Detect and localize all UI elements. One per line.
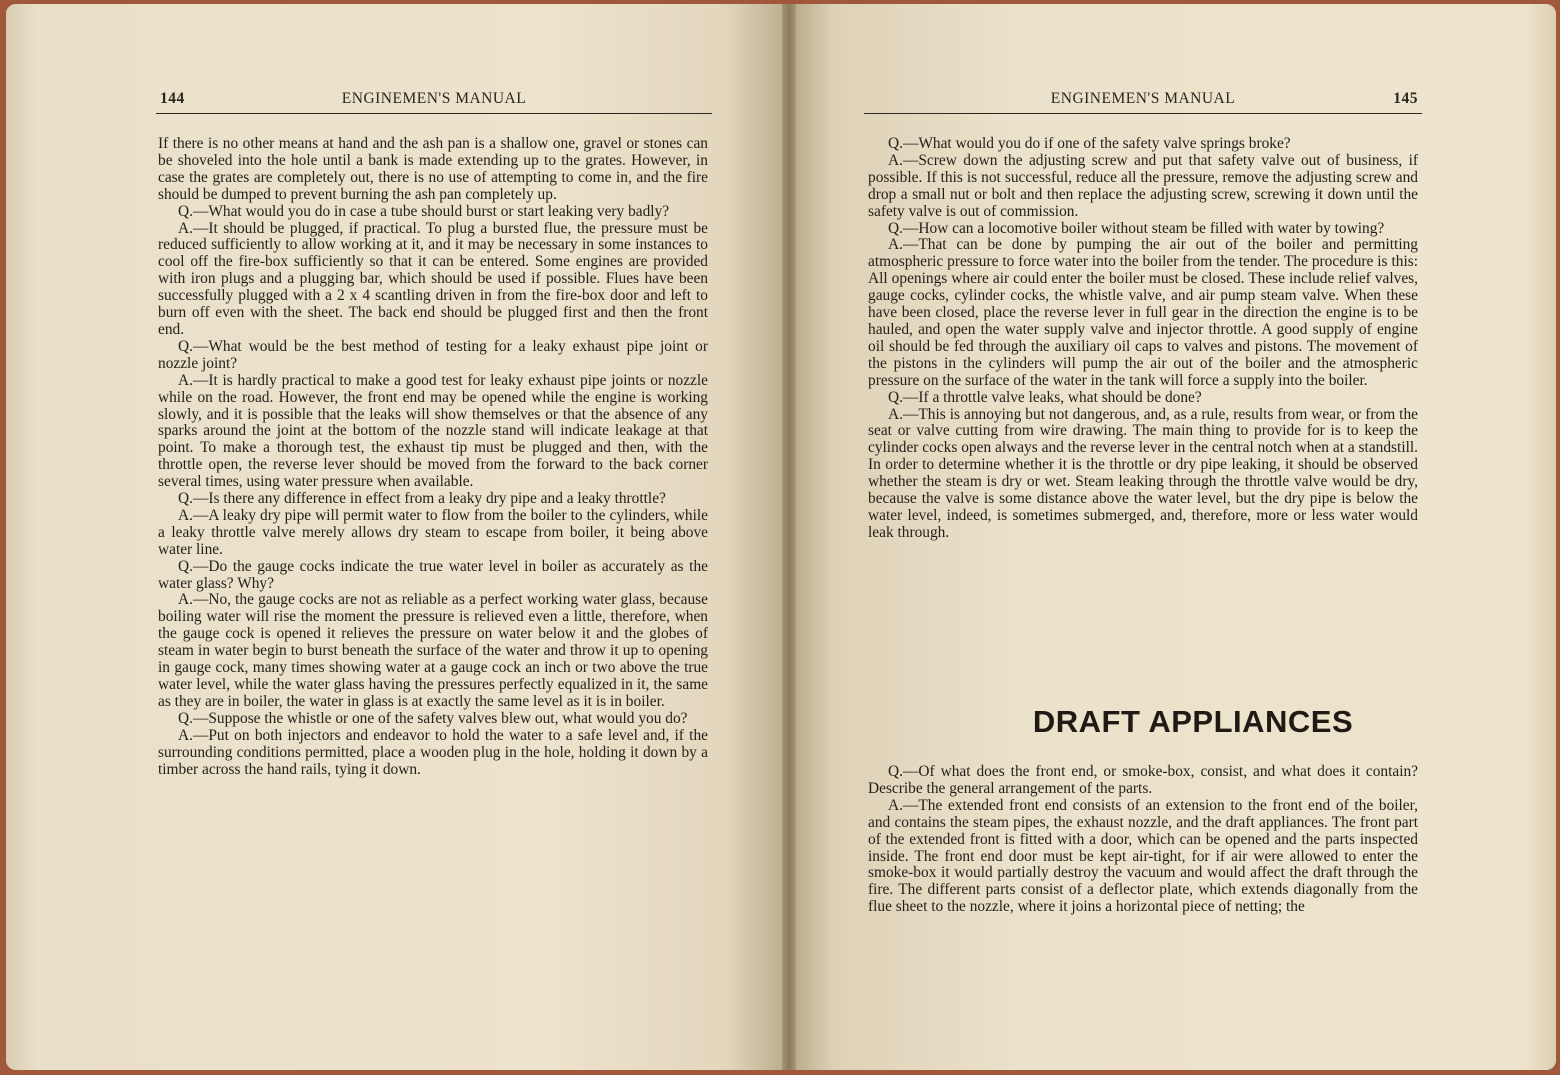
answer: A.—This is annoying but not dangerous, and, as a rule, results from wear, or from the seat or valve cutting from wire drawing. The main thing to provide for is to keep the cylinder cocks open always and the reverse lever in the central notch when at a standstill. In order to determine whether it is the throttle or dry pipe leaking, it should be observed whether the steam is dry or wet. Steam leaking through the throttle valve would be dry, because the valve is some distance above the water level, but the dry pipe is below the water level, indeed, is sometimes submerged, and, therefore, more or less water would leak through. xyxy=(868,405,1418,541)
question: Q.—Suppose the whistle or one of the safety valves blew out, what would you do? xyxy=(178,709,688,727)
question: Q.—What would you do if one of the safety valve springs broke? xyxy=(888,135,1291,152)
left-page-number: 144 xyxy=(160,90,185,107)
left-header-rule xyxy=(156,113,712,114)
answer: A.—That can be done by pumping the air out of the boiler and permitting atmospheric pressure to force water into the boiler from the tender. The procedure is this: All openings where air could enter the boiler must be closed. These include relief valves, gauge cocks, cylinder cocks, the whistle valve, and air pump steam valve. When these have been closed, place the reverse lever in full gear in the direction the engine is to be hauled, and open the water supply valve and injector throttle. A good supply of engine oil should be fed through the auxiliary oil caps to valves and pistons. The movement of the pistons in the cylinders will pump the air out of the boiler and the atmospheric pressure on the surface of the water in the tank will force a supply into the boiler. xyxy=(868,236,1418,389)
question: Q.—Do the gauge cocks indicate the true water level in boiler as accurately as the water glass? Why? xyxy=(158,557,708,592)
left-text-column xyxy=(158,136,708,778)
left-page xyxy=(6,4,788,1070)
answer: A.—Screw down the adjusting screw and put that safety valve out of business, if possible. If this is not successful, reduce all the pressure, remove the adjusting screw and drop a small nut or bolt and then replace the adjusting screw, screwing it down until the safety valve is out of commission. xyxy=(868,151,1418,220)
book-spread xyxy=(6,4,1556,1070)
paragraph: If there is no other means at hand and the ash pan is a shallow one, gravel or stones can be shoveled into the hole until a bank is made extending up to the grates. However, in case the grates are completely out, there is no use of attempting to come in, and the fire should be dumped to prevent burning the ash pan completely up. xyxy=(158,135,708,203)
answer: A.—It should be plugged, if practical. To plug a bursted flue, the pressure must be reduced sufficiently to allow working at it, and it may be necessary in some instances to cool off the fire-box sufficiently so that it can be entered. Some engines are provided with iron plugs and a plugging bar, which should be used if possible. Flues have been successfully plugged with a 2 x 4 scantling driven in from the fire-box door and left to burn off even with the sheet. The back end should be plugged first and then the front end. xyxy=(158,219,708,338)
right-text-column xyxy=(868,136,1418,542)
right-page-header xyxy=(866,90,1420,112)
question: Q.—Of what does the front end, or smoke-box, consist, and what does it contain? Describe the general arrangement of the parts. xyxy=(868,763,1418,797)
right-page xyxy=(788,4,1556,1070)
book-gutter xyxy=(782,4,796,1070)
question: Q.—What would be the best method of testing for a leaky exhaust pipe joint or nozzle joint? xyxy=(158,337,708,372)
right-running-title: ENGINEMEN'S MANUAL xyxy=(1050,90,1236,107)
answer: A.—A leaky dry pipe will permit water to flow from the boiler to the cylinders, while a leaky throttle valve merely allows dry steam to escape from boiler, it being above water line. xyxy=(158,506,708,558)
section-text-column xyxy=(868,764,1418,916)
answer: A.—The extended front end consists of an extension to the front end of the boiler, and contains the steam pipes, the exhaust nozzle, and the draft appliances. The front part of the extended front is fitted with a door, which can be opened and the parts inspected inside. The front end door must be kept air-tight, for if air were allowed to enter the smoke-box it would partially destroy the vacuum and would affect the draft through the fire. The different parts consist of a deflector plate, which extends diagonally from the flue sheet to the nozzle, where it joins a horizontal piece of netting; the xyxy=(868,796,1418,916)
answer: A.—It is hardly practical to make a good test for leaky exhaust pipe joints or nozzle while on the road. However, the front end may be opened while the engine is working slowly, and it is possible that the leaks will show themselves or that the absence of any sparks around the joint at the bottom of the nozzle stand will indicate leakage at that point. To make a thorough test, the exhaust tip must be plugged and then, with the throttle open, the reverse lever should be moved from the forward to the back corner several times, using water pressure when available. xyxy=(158,371,708,491)
question: Q.—What would you do in case a tube should burst or start leaking very badly? xyxy=(178,202,670,220)
section-heading: DRAFT APPLIANCES xyxy=(1032,704,1354,739)
left-running-title: ENGINEMEN'S MANUAL xyxy=(341,90,527,107)
right-page-number: 145 xyxy=(1393,90,1418,107)
question: Q.—If a throttle valve leaks, what should be done? xyxy=(888,388,1202,406)
answer: A.—No, the gauge cocks are not as reliable as a perfect working water glass, because boiling water will rise the moment the pressure is relieved even a little, therefore, when the gauge cock is opened it relieves the pressure on water below it and the globes of steam in water begin to burst beneath the surface of the water and throw it up to opening in gauge cock, many times showing water at a gauge cock an inch or two above the true water level, while the water glass having the pressures perfectly equalized in it, the same as they are in boiler, the water in glass is at exactly the same level as it is in boiler. xyxy=(158,591,708,710)
left-page-header xyxy=(158,90,710,112)
right-header-rule xyxy=(864,113,1422,114)
question: Q.—Is there any difference in effect from a leaky dry pipe and a leaky throttle? xyxy=(178,490,666,508)
answer: A.—Put on both injectors and endeavor to hold the water to a safe level and, if the surrounding conditions permitted, place a wooden plug in the hole, holding it down by a timber across the hand rails, tying it down. xyxy=(158,726,708,778)
question: Q.—How can a locomotive boiler without steam be filled with water by towing? xyxy=(888,219,1385,237)
